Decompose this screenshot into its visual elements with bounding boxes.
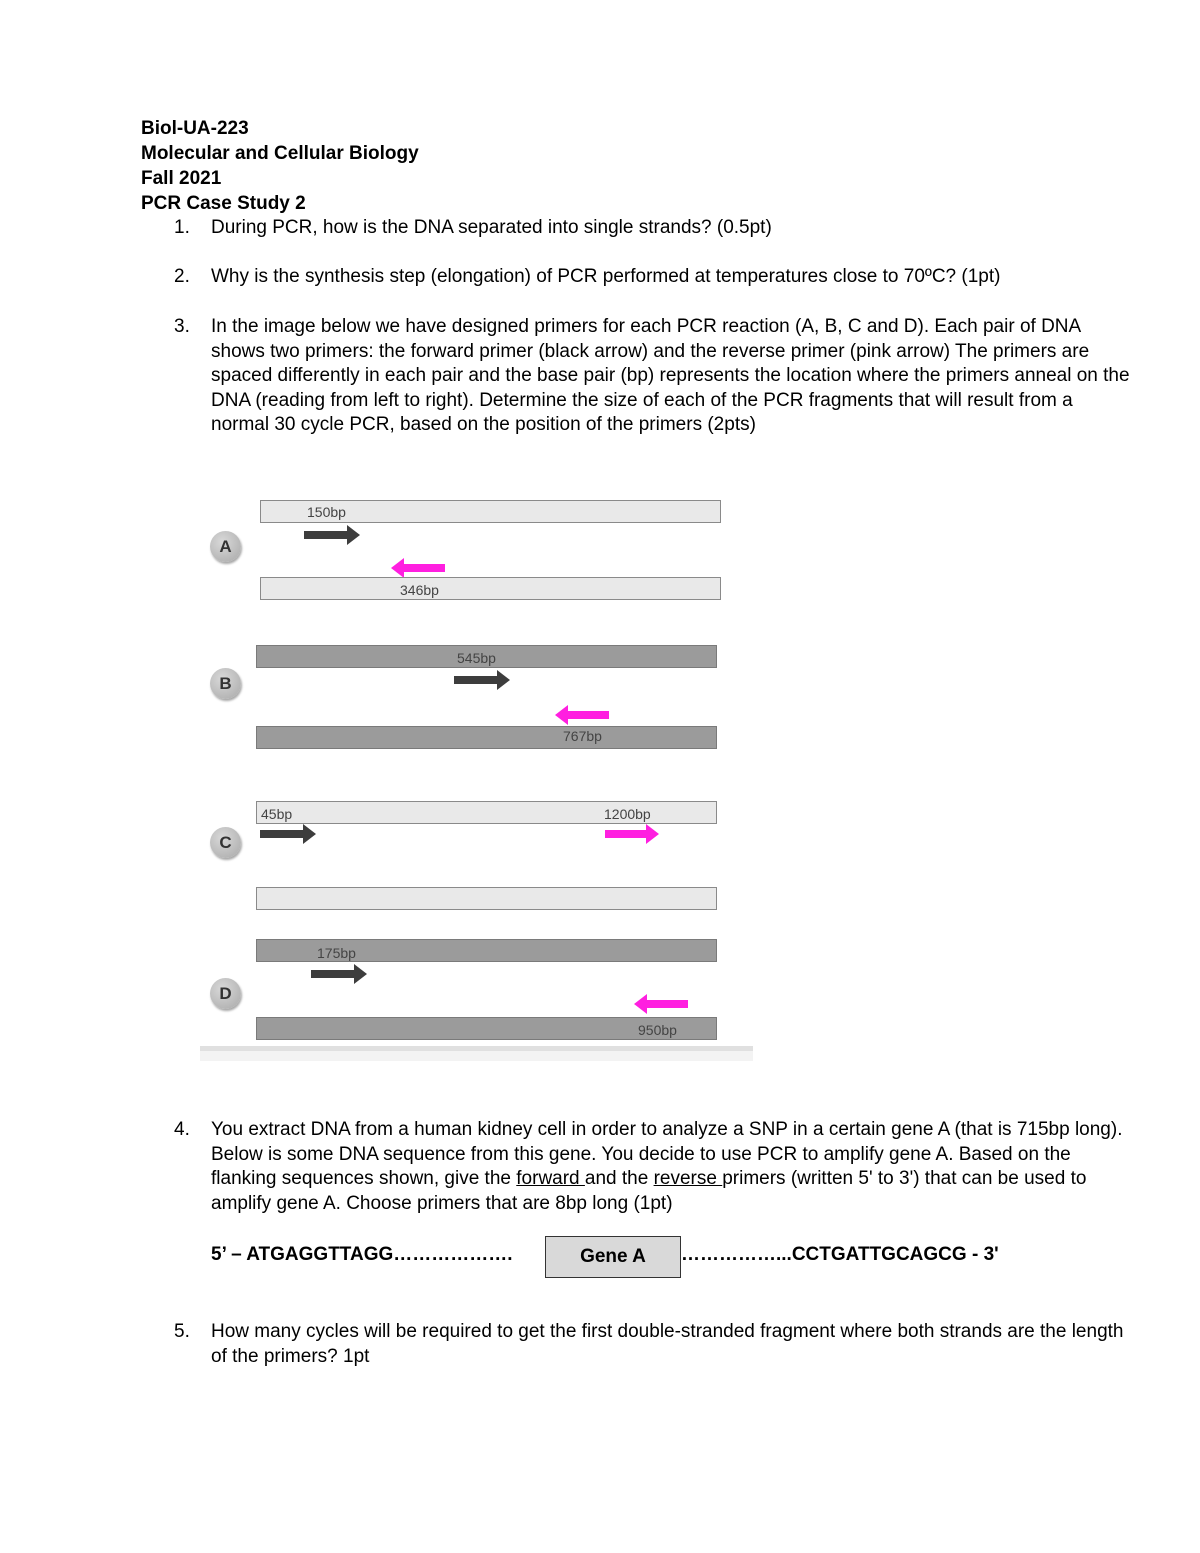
strand-a-bottom: [260, 577, 721, 600]
strand-b-bottom: [256, 726, 717, 749]
course-title: Molecular and Cellular Biology: [141, 143, 419, 164]
diagram-footer-shadow: [200, 1051, 753, 1061]
question-text: Why is the synthesis step (elongation) of PCR performed at temperatures close to 70ºC? (1pt): [211, 266, 1001, 287]
reverse-bp-label-b: 767bp: [563, 728, 602, 744]
assignment-title: PCR Case Study 2: [141, 193, 306, 214]
question-2: [174, 265, 1134, 290]
question-number: 3.: [174, 316, 190, 337]
forward-primer-arrow-a: [304, 524, 361, 546]
question-text: During PCR, how is the DNA separated into single strands? (0.5pt): [211, 217, 772, 238]
reverse-bp-label-a: 346bp: [400, 582, 439, 598]
forward-primer-arrow-d: [311, 963, 368, 985]
forward-bp-label-b: 545bp: [457, 650, 496, 666]
question-number: 2.: [174, 266, 190, 287]
reverse-primer-arrow-a: [391, 557, 446, 579]
reaction-badge-d: D: [210, 978, 241, 1009]
reverse-primer-arrow-d: [634, 993, 689, 1015]
forward-primer-arrow-b: [454, 669, 511, 691]
question-4-text-b: and the: [584, 1168, 654, 1190]
reverse-primer-arrow-b: [555, 704, 610, 726]
question-1: [174, 216, 1134, 241]
question-text: [211, 1118, 1134, 1216]
primer-arrow-c-pink: [605, 823, 660, 845]
strand-c-bottom: [256, 887, 717, 910]
sequence-right-flank: ……………...CCTGATTGCAGCG - 3': [681, 1244, 999, 1265]
forward-primer-arrow-c: [260, 823, 317, 845]
question-4: [174, 1118, 1134, 1216]
question-text: How many cycles will be required to get the first double-stranded fragment where both strands are the length of the primers? 1pt: [211, 1321, 1124, 1367]
sequence-left-flank: 5’ – ATGAGGTTAGG……………….: [211, 1244, 513, 1265]
reaction-badge-a: A: [210, 531, 241, 562]
question-4-text-c: primers (written 5' to 3') that can be used to amplify gene A. Choose primers that are 8bp long (1pt): [211, 1168, 1087, 1214]
forward-bp-label-a: 150bp: [307, 504, 346, 520]
forward-bp-label-d: 175bp: [317, 945, 356, 961]
gene-a-box: Gene A: [545, 1236, 681, 1278]
question-number: 4.: [174, 1119, 190, 1140]
question-5: [174, 1320, 1134, 1369]
course-code: Biol-UA-223: [141, 118, 249, 139]
reverse-bp-label-c: 1200bp: [604, 806, 651, 822]
question-number: 5.: [174, 1321, 190, 1342]
reverse-bp-label-d: 950bp: [638, 1022, 677, 1038]
forward-word: forward: [516, 1168, 585, 1190]
question-4-text-a: You extract DNA from a human kidney cell in order to analyze a SNP in a certain gene A (that is 715bp long). Below is some DNA sequence from this gene. You decide to use PCR to amplify gene A. Based on the flanking sequences shown, give the: [211, 1119, 1123, 1190]
question-number: 1.: [174, 217, 190, 238]
reverse-word: reverse: [653, 1168, 723, 1190]
reaction-badge-b: B: [210, 668, 241, 699]
term: Fall 2021: [141, 168, 222, 189]
forward-bp-label-c: 45bp: [261, 806, 293, 822]
question-3: [174, 315, 1134, 438]
question-text: In the image below we have designed primers for each PCR reaction (A, B, C and D). Each pair of DNA shows two primers: the forward primer (black arrow) and the reverse primer (pink arrow) The primers are spaced differently in each pair and the base pair (bp) represents the location where the primers anneal on the DNA (reading from left to right). Determine the size of each of the PCR fragments that will result from a normal 30 cycle PCR, based on the position of the primers (2pts): [211, 316, 1130, 436]
reaction-badge-c: C: [210, 827, 241, 858]
